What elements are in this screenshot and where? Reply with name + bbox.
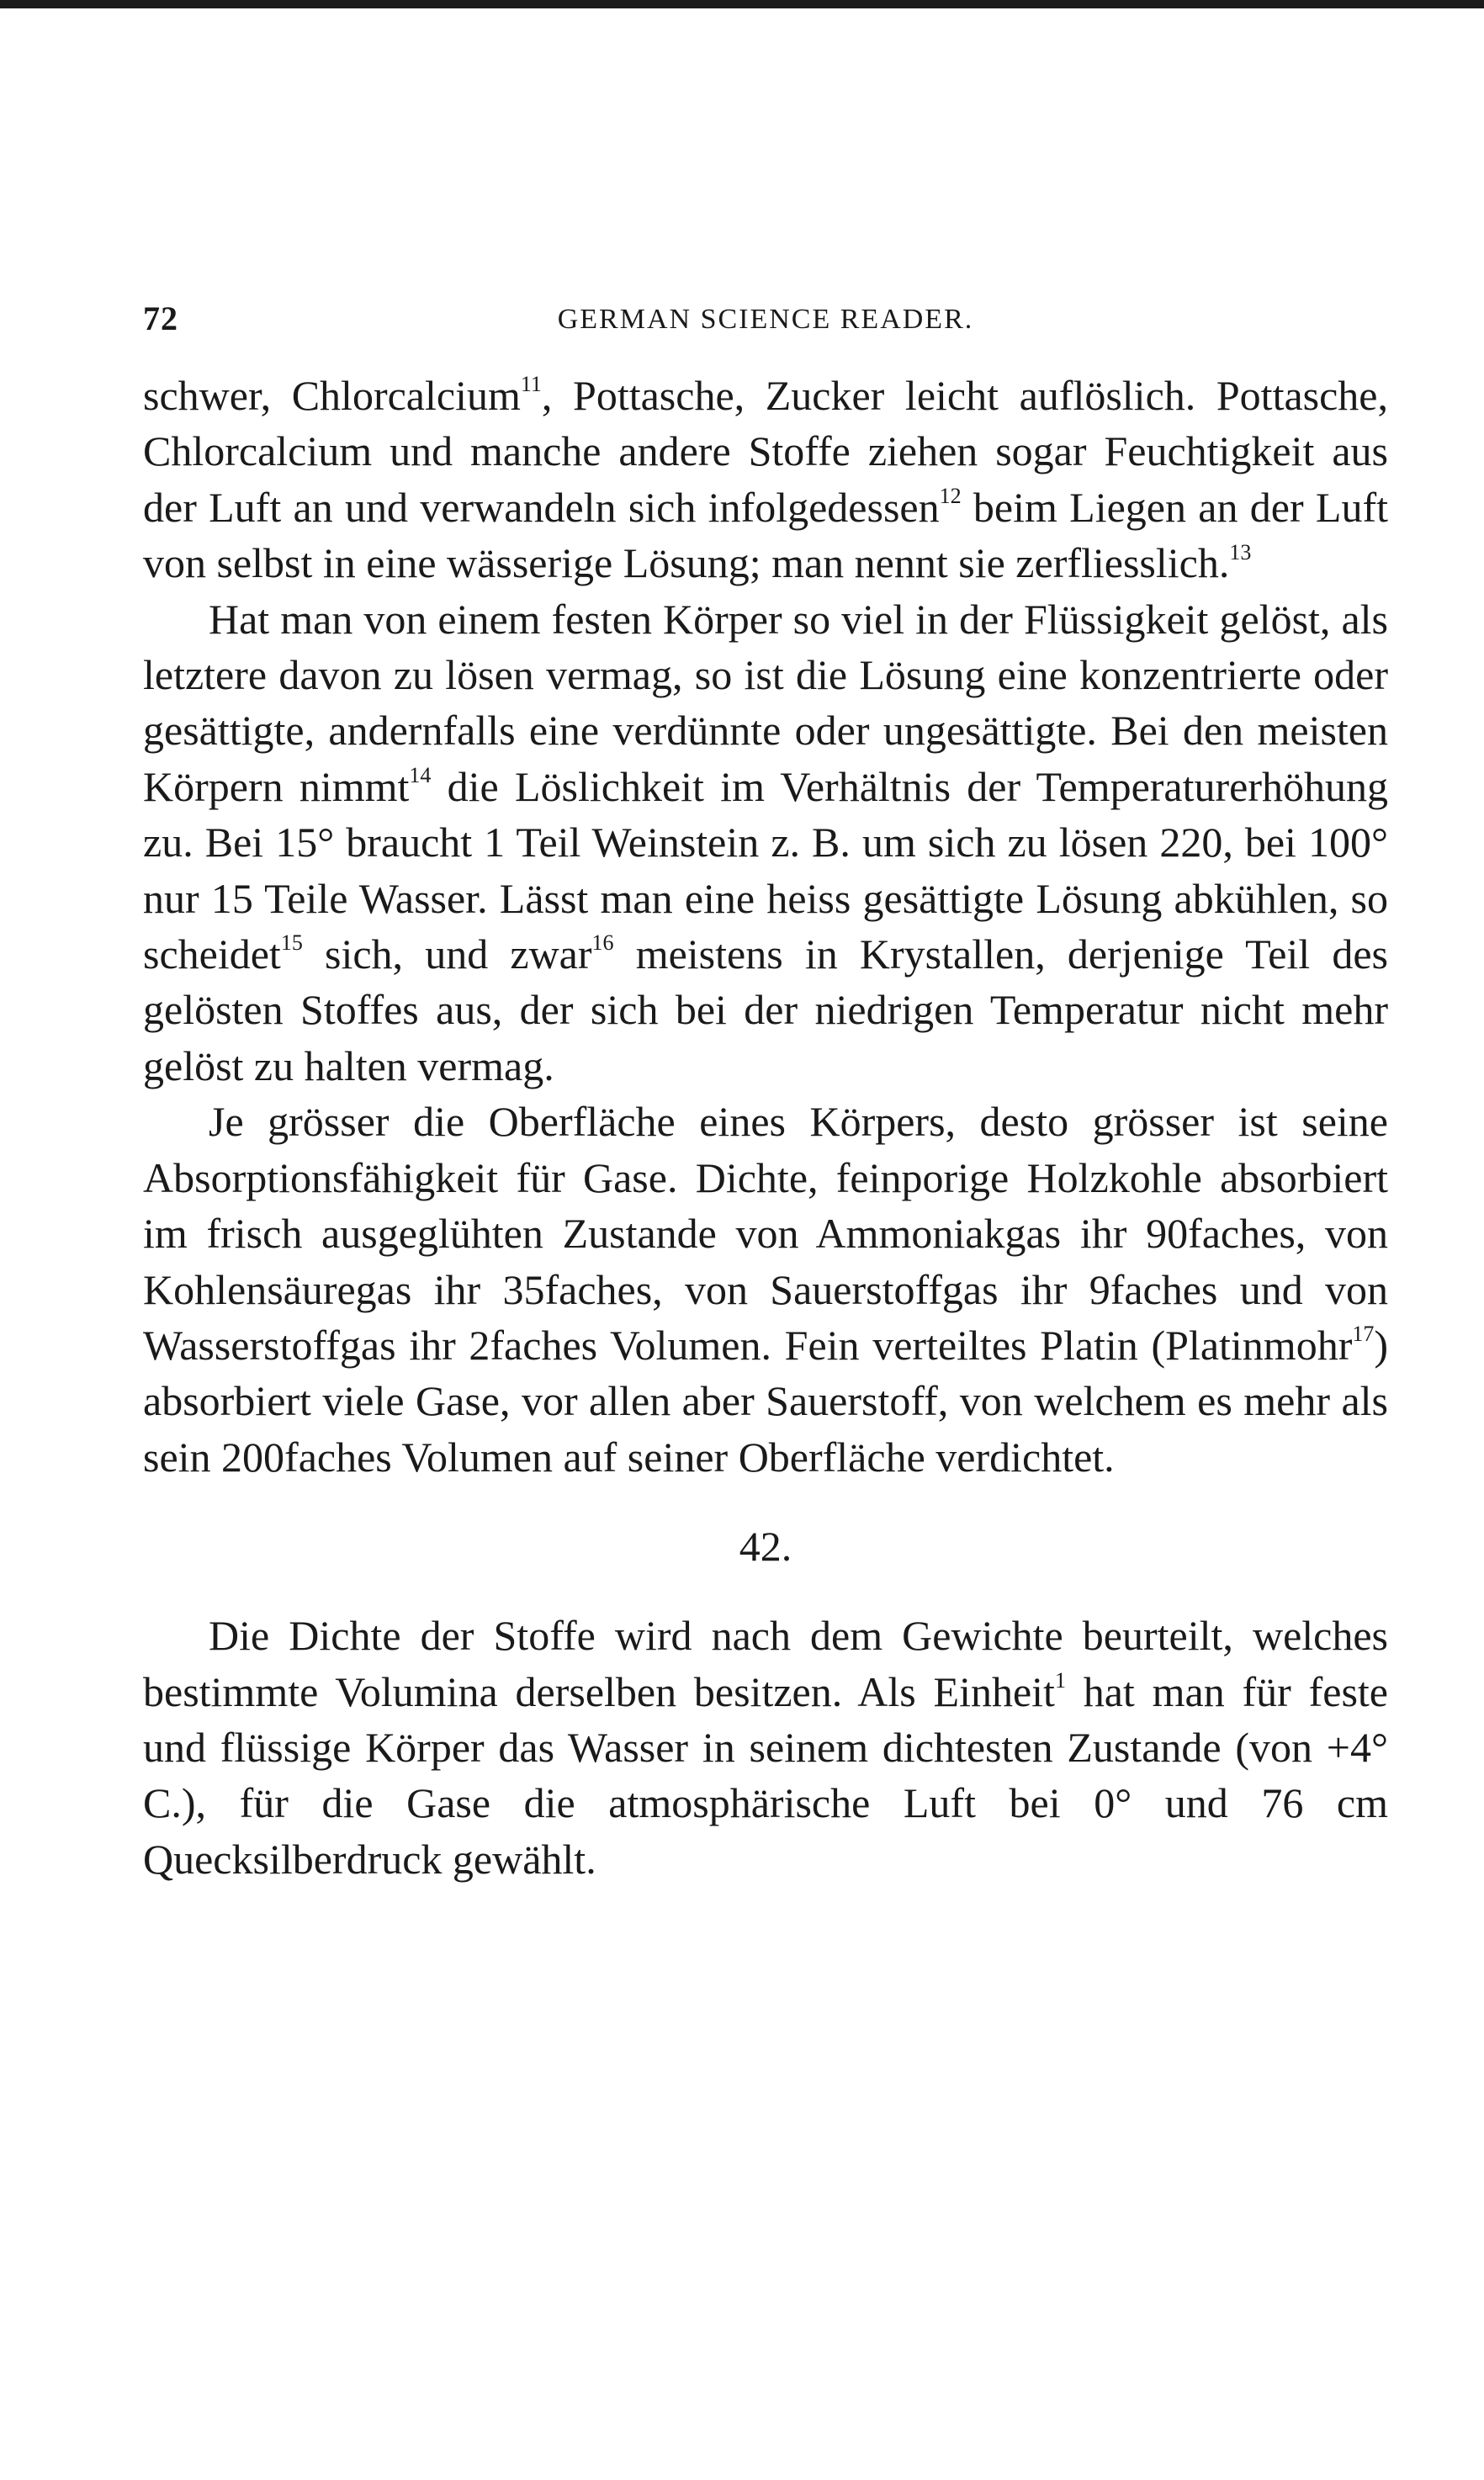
footnote-ref-12: 12 [939,484,962,509]
body-text [143,368,1388,1887]
text-run: Die Dichte der Stoffe wird nach dem Gewichte beurteilt, welches bestimmte Volumina derselben besitzen. Als Einheit [143,1612,1388,1715]
text-run: die Löslichkeit im Verhältnis der Temperaturerhöhung zu. Bei 15° braucht 1 Teil Weinstein z. B. um sich zu lösen 220, bei 100° nur 15 Teile Wasser. Lässt man eine heiss gesättigte Lösung abkühlen, so scheidet [143,762,1388,978]
footnote-ref-13: 13 [1229,539,1252,564]
running-header [143,299,1388,349]
text-run: ) absorbiert viele Gase, vor allen aber Sauerstoff, von welchem es mehr als sein 200faches Volumen auf seiner Oberfläche verdichtet. [143,1321,1388,1481]
footnote-ref-16: 16 [591,930,614,956]
page-number: 72 [143,299,178,337]
running-title: GERMAN SCIENCE READER. [557,304,974,335]
top-border-rule [0,0,1484,8]
footnote-ref-17: 17 [1352,1322,1375,1347]
footnote-ref-1: 1 [1054,1667,1066,1693]
text-run: meistens in Krystallen, derjenige Teil des gelösten Stoffes aus, der sich bei der niedrigen Temperatur nicht mehr gelöst zu halten vermag. [143,930,1388,1089]
text-run: Je grösser die Oberfläche eines Körpers, desto grösser ist seine Absorptionsfähigkeit für Gase. Dichte, feinporige Holzkohle absorbiert im frisch ausgeglühten Zustande von Ammoniakgas ihr 90faches, von Kohlensäuregas ihr 35faches, von Sauerstoffgas ihr 9faches und von Wasserstoffgas ihr 2faches Volumen. Fein verteiltes Platin (Platinmohr [143,1098,1388,1369]
paragraph-2 [143,591,1388,1094]
footnote-ref-14: 14 [409,763,432,788]
text-run: beim Liegen an der Luft von selbst in eine wässerige Lösung; man nennt sie zerfliesslich. [143,483,1388,587]
paragraph-4 [143,1608,1388,1887]
footnote-ref-11: 11 [520,372,542,397]
text-run: hat man für feste und flüssige Körper das Wasser in seinem dichtesten Zustande (von +4° C.), für die Gase die atmosphärische Luft bei 0° und 76 cm Quecksilberdruck gewählt. [143,1667,1388,1883]
footnote-ref-15: 15 [280,930,303,956]
section-number: 42. [739,1523,792,1571]
text-run: schwer, Chlorcalcium [143,372,521,419]
book-page [143,299,1388,1887]
text-run: Hat man von einem festen Körper so viel in der Flüssigkeit gelöst, als letztere davon zu lösen vermag, so ist die Lösung eine konzentrierte oder gesättigte, andernfalls eine verdünnte oder ungesättigte. Bei den meisten Körpern nimmt [143,595,1388,810]
text-run: , Pottasche, Zucker leicht auflöslich. Pottasche, Chlorcalcium und manche andere Stoffe ziehen sogar Feuchtigkeit aus der Luft an und verwandeln sich infolgedessen [143,372,1388,531]
paragraph-3 [143,1094,1388,1485]
text-run: sich, und zwar [302,930,592,978]
paragraph-1 [143,368,1388,591]
